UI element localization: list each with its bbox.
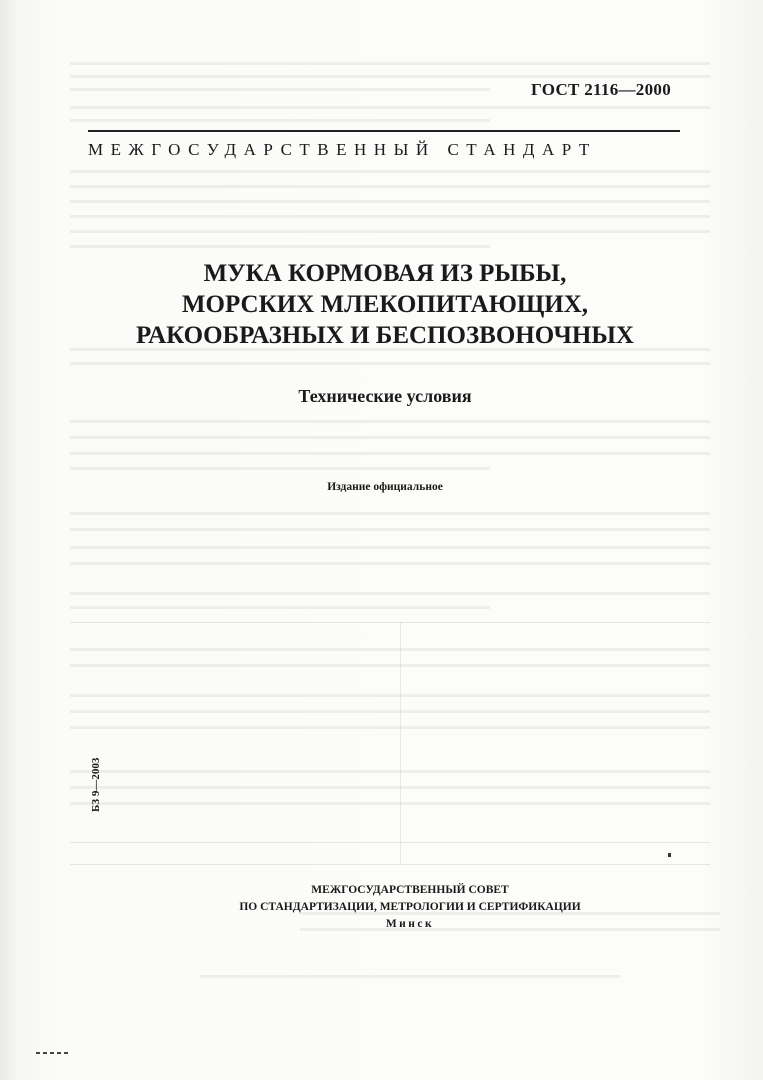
council-line: МЕЖГОСУДАРСТВЕННЫЙ СОВЕТ: [311, 884, 509, 896]
bleed-through-text: [70, 62, 710, 65]
bleed-through-text: [70, 726, 710, 729]
council-line: ПО СТАНДАРТИЗАЦИИ, МЕТРОЛОГИИ И СЕРТИФИКАЦИИ: [239, 901, 581, 913]
bleed-through-text: [70, 802, 710, 805]
council-block: [130, 882, 690, 933]
bleed-through-text: [200, 975, 620, 978]
title-line: МОРСКИХ МЛЕКОПИТАЮЩИХ,: [181, 291, 589, 318]
bleed-through-text: [70, 710, 710, 713]
bleed-through-text: [70, 230, 710, 233]
bleed-through-text: [70, 562, 710, 565]
ink-dot: [668, 853, 671, 857]
bleed-through-text: [70, 119, 490, 122]
bleed-through-text: [70, 786, 710, 789]
bleed-through-table: [70, 842, 710, 843]
bleed-through-text: [70, 512, 710, 515]
bleed-through-text: [70, 106, 710, 109]
standard-type: МЕЖГОСУДАРСТВЕННЫЙ СТАНДАРТ: [88, 140, 597, 159]
header-divider: [88, 130, 680, 132]
bleed-through-text: [70, 546, 710, 549]
registry-code: БЗ 9—2003: [90, 757, 102, 812]
title-line: МУКА КОРМОВАЯ ИЗ РЫБЫ,: [203, 260, 567, 287]
bleed-through-text: [70, 170, 710, 173]
bleed-through-text: [70, 648, 710, 651]
bleed-through-text: [70, 606, 490, 609]
bleed-through-text: [70, 215, 710, 218]
scan-edge-mark: [36, 1052, 68, 1054]
bleed-through-text: [70, 75, 710, 78]
bleed-through-table: [70, 622, 710, 623]
bleed-through-text: [70, 664, 710, 667]
bleed-through-text: [70, 694, 710, 697]
bleed-through-text: [70, 88, 490, 91]
bleed-through-text: [70, 467, 490, 470]
bleed-through-table: [70, 864, 710, 865]
bleed-through-text: [70, 200, 710, 203]
bleed-through-text: [70, 362, 710, 365]
document-title: [90, 258, 680, 351]
edition-label: Издание официальное: [327, 481, 443, 493]
publication-city: Минск: [385, 918, 435, 930]
bleed-through-text: [70, 528, 710, 531]
title-line: РАКООБРАЗНЫХ И БЕСПОЗВОНОЧНЫХ: [136, 322, 634, 349]
bleed-through-table: [400, 622, 401, 864]
bleed-through-text: [70, 452, 710, 455]
bleed-through-text: [70, 770, 710, 773]
bleed-through-text: [70, 420, 710, 423]
gost-number: ГОСТ 2116—2000: [531, 80, 671, 99]
bleed-through-text: [70, 592, 710, 595]
bleed-through-text: [70, 245, 490, 248]
document-subtitle: Технические условия: [298, 386, 472, 406]
bleed-through-text: [70, 185, 710, 188]
bleed-through-text: [70, 436, 710, 439]
